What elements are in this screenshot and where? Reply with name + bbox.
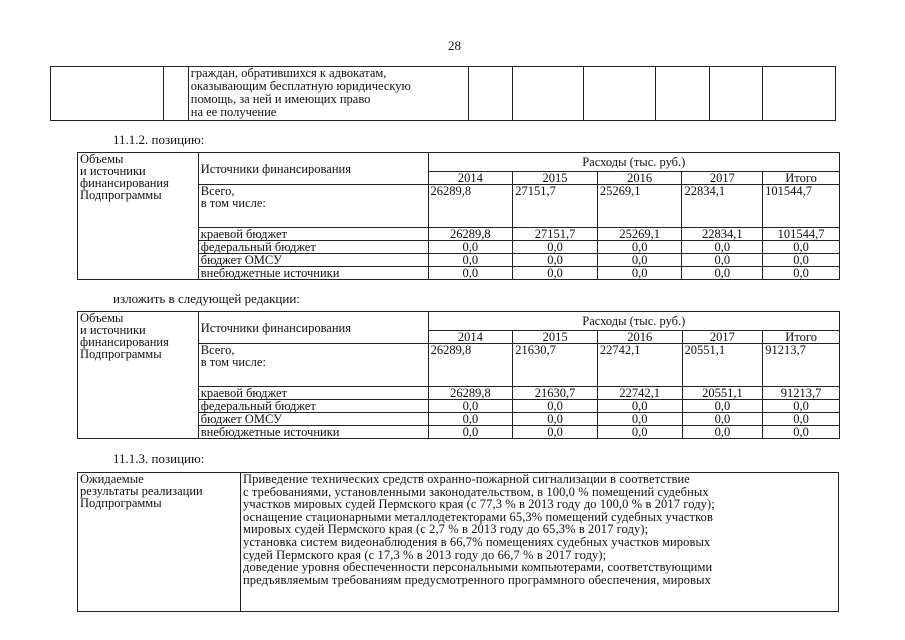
left-col-line: финансирования xyxy=(80,335,169,349)
top-table-cell-8 xyxy=(709,67,762,121)
row-label: федеральный бюджет xyxy=(198,400,428,413)
total-label xyxy=(198,344,428,387)
finance-left-col-empty xyxy=(78,387,199,439)
results-left-line: результаты реализации xyxy=(80,484,203,498)
row-value: 0,0 xyxy=(597,413,682,426)
top-table xyxy=(50,66,836,121)
left-col-line: Объемы xyxy=(80,311,124,325)
results-left-line: Подпрограммы xyxy=(80,496,162,510)
finance-left-col xyxy=(78,312,199,387)
row-value: 0,0 xyxy=(682,241,763,254)
row-value: 0,0 xyxy=(513,241,598,254)
total-label xyxy=(198,185,428,228)
results-line: Приведение технических средств охранно-пожарной сигнализации в соответствие xyxy=(243,472,690,486)
total-value: 21630,7 xyxy=(513,344,598,387)
row-label: внебюджетные источники xyxy=(198,267,428,280)
section-heading-2: изложить в следующей редакции: xyxy=(113,291,300,306)
sources-header: Источники финансирования xyxy=(198,153,428,185)
results-left-line: Ожидаемые xyxy=(80,472,144,486)
finance-table-old xyxy=(77,152,840,280)
total-label-line: в том числе: xyxy=(200,355,266,369)
total-label-line: Всего, xyxy=(200,184,235,198)
row-value: 0,0 xyxy=(597,426,682,439)
results-text-cell xyxy=(241,473,839,612)
top-table-cell-4 xyxy=(469,67,513,121)
row-value: 0,0 xyxy=(597,267,682,280)
year-total: Итого xyxy=(763,331,840,344)
total-value: 22742,1 xyxy=(597,344,682,387)
row-value: 0,0 xyxy=(428,254,513,267)
top-table-cell-5 xyxy=(512,67,583,121)
top-table-text-cell xyxy=(188,67,468,121)
row-value: 0,0 xyxy=(597,254,682,267)
row-value: 0,0 xyxy=(428,413,513,426)
total-value: 25269,1 xyxy=(597,185,682,228)
year-2017: 2017 xyxy=(682,172,763,185)
row-value: 0,0 xyxy=(428,426,513,439)
row-value: 0,0 xyxy=(682,413,763,426)
left-col-line: и источники xyxy=(80,323,146,337)
row-value: 0,0 xyxy=(763,254,840,267)
row-value: 0,0 xyxy=(682,254,763,267)
year-2015: 2015 xyxy=(513,172,598,185)
row-label: бюджет ОМСУ xyxy=(198,254,428,267)
row-value: 0,0 xyxy=(597,241,682,254)
row-label: внебюджетные источники xyxy=(198,426,428,439)
left-col-line: финансирования xyxy=(80,176,169,190)
expenses-header: Расходы (тыс. руб.) xyxy=(428,312,839,331)
expenses-header: Расходы (тыс. руб.) xyxy=(428,153,839,172)
row-value: 20551,1 xyxy=(682,387,763,400)
row-value: 0,0 xyxy=(763,426,840,439)
year-2014: 2014 xyxy=(428,331,513,344)
row-value: 0,0 xyxy=(682,426,763,439)
results-table xyxy=(77,472,839,612)
year-2017: 2017 xyxy=(682,331,763,344)
row-value: 0,0 xyxy=(763,241,840,254)
total-value: 26289,8 xyxy=(428,185,513,228)
top-table-line: на ее получение xyxy=(190,105,277,119)
results-line: участков мировых судей Пермского края (с 77,3 % в 2013 году до 100,0 % в 2017 году); xyxy=(243,497,715,512)
row-value: 0,0 xyxy=(763,400,840,413)
row-value: 0,0 xyxy=(428,241,513,254)
left-col-line: Подпрограммы xyxy=(80,188,162,202)
row-value: 0,0 xyxy=(513,413,598,426)
row-label: бюджет ОМСУ xyxy=(198,413,428,426)
row-value: 101544,7 xyxy=(763,228,840,241)
row-value: 21630,7 xyxy=(513,387,598,400)
finance-table-new xyxy=(77,311,840,439)
top-table-cell-9 xyxy=(763,67,836,121)
results-line: доведение уровня обеспеченности персональными компьютерами, соответствующими xyxy=(243,560,713,575)
row-value: 0,0 xyxy=(763,267,840,280)
row-value: 0,0 xyxy=(428,400,513,413)
year-2014: 2014 xyxy=(428,172,513,185)
year-2015: 2015 xyxy=(513,331,598,344)
row-label: федеральный бюджет xyxy=(198,241,428,254)
total-value: 20551,1 xyxy=(682,344,763,387)
top-table-line: граждан, обратившихся к адвокатам, xyxy=(190,66,387,80)
section-heading-1: 11.1.2. позицию: xyxy=(113,132,205,147)
row-value: 0,0 xyxy=(513,267,598,280)
row-value: 0,0 xyxy=(682,267,763,280)
results-line: мировых судей Пермского края (с 2,7 % в 2013 году до 65,3% в 2017 году); xyxy=(243,522,649,537)
row-value: 0,0 xyxy=(763,413,840,426)
section-heading-3: 11.1.3. позицию: xyxy=(113,451,205,466)
total-value: 27151,7 xyxy=(513,185,598,228)
row-value: 26289,8 xyxy=(428,387,513,400)
top-table-cell-1 xyxy=(51,67,164,121)
total-label-line: Всего, xyxy=(200,343,235,357)
row-value: 0,0 xyxy=(428,267,513,280)
results-line: установка систем видеонаблюдения в 66,7% помещениях судебных участков мировых xyxy=(243,534,711,549)
row-value: 22742,1 xyxy=(597,387,682,400)
sources-header: Источники финансирования xyxy=(198,312,428,344)
top-table-line: помощь, за ней и имеющих право xyxy=(190,92,371,106)
row-label: краевой бюджет xyxy=(198,228,428,241)
top-table-cell-2 xyxy=(164,67,188,121)
finance-left-col-empty xyxy=(78,228,199,280)
row-value: 0,0 xyxy=(513,400,598,413)
row-value: 25269,1 xyxy=(597,228,682,241)
top-table-cell-7 xyxy=(656,67,709,121)
row-value: 91213,7 xyxy=(763,387,840,400)
year-total: Итого xyxy=(763,172,840,185)
left-col-line: Объемы xyxy=(80,152,124,166)
page-number: 28 xyxy=(448,38,461,53)
results-line: оснащение стационарными металлодетекторами 65,3% помещений судебных участков xyxy=(243,509,714,524)
row-label: краевой бюджет xyxy=(198,387,428,400)
results-line: предъявляемым требованиям предусмотренного программного обеспечения, мировых xyxy=(243,572,711,587)
results-line: судей Пермского края (с 17,3 % в 2013 году до 66,7 % в 2017 году); xyxy=(243,547,607,562)
total-value: 101544,7 xyxy=(763,185,840,228)
total-value: 22834,1 xyxy=(682,185,763,228)
row-value: 0,0 xyxy=(513,254,598,267)
year-2016: 2016 xyxy=(597,172,682,185)
total-value: 91213,7 xyxy=(763,344,840,387)
row-value: 0,0 xyxy=(597,400,682,413)
results-line: с требованиями, установленными законодательством, в 100,0 % помещений судебных xyxy=(243,484,709,499)
results-left-col xyxy=(78,473,241,612)
top-table-line: оказывающим бесплатную юридическую xyxy=(190,79,411,93)
finance-left-col xyxy=(78,153,199,228)
row-value: 22834,1 xyxy=(682,228,763,241)
year-2016: 2016 xyxy=(597,331,682,344)
row-value: 0,0 xyxy=(682,400,763,413)
row-value: 0,0 xyxy=(513,426,598,439)
left-col-line: и источники xyxy=(80,164,146,178)
row-value: 27151,7 xyxy=(513,228,598,241)
row-value: 26289,8 xyxy=(428,228,513,241)
total-label-line: в том числе: xyxy=(200,196,266,210)
total-value: 26289,8 xyxy=(428,344,513,387)
top-table-cell-6 xyxy=(583,67,656,121)
left-col-line: Подпрограммы xyxy=(80,347,162,361)
